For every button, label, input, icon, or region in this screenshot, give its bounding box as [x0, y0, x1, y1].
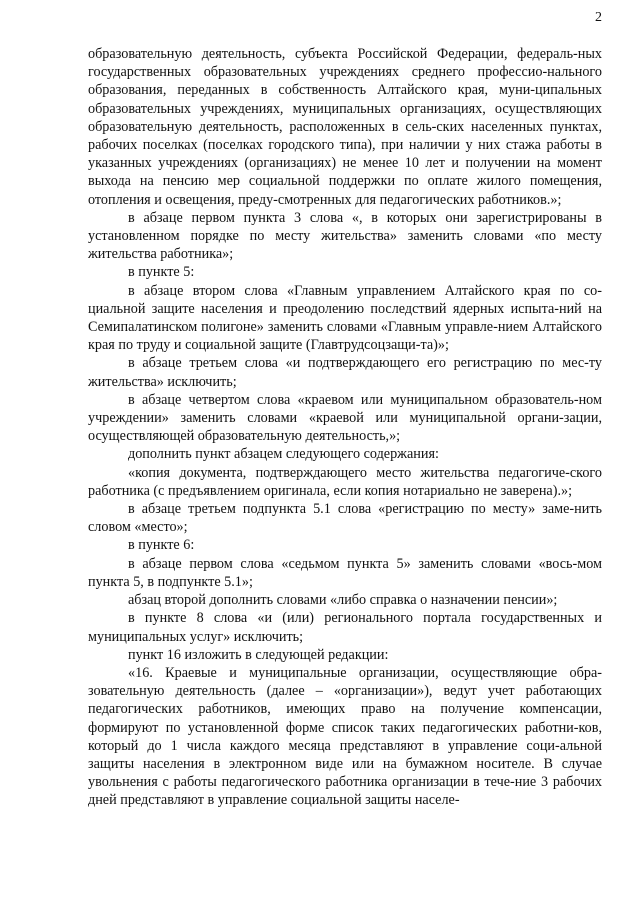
document-body	[88, 45, 602, 810]
page-number: 2	[595, 10, 602, 25]
paragraph-item-3-amendment: в абзаце первом пункта 3 слова «, в которых они зарегистрированы в установленном порядке по месту жительства» заменить словами «по месту жительства работника»;	[88, 209, 602, 263]
paragraph-item-8: в пункте 8 слова «и (или) регионального портала государственных и муниципальных услуг» исключить;	[88, 610, 602, 645]
paragraph-item-16-text: «16. Краевые и муниципальные организации, осуществляющие обра-зовательную деятельность (далее – «организации»), ведут учет работающих педагогических работников, имеющих право на получение компенсации, формируют по установленной форме список таких педагогических работни-ков, который до 1 числа каждого месяца представляют в управление соци-альной защиты населения в электронном виде или на бумажном носителе. В случае увольнения с работы педагогического работника организации в тече-ние 3 рабочих дней представляют в управление социальной защиты населе-	[88, 664, 602, 809]
paragraph-item-6-heading: в пункте 6:	[128, 537, 195, 554]
paragraph-item-6-second: абзац второй дополнить словами «либо справка о назначении пенсии»;	[128, 592, 558, 609]
paragraph-subitem-5-1: в абзаце третьем подпункта 5.1 слова «регистрацию по месту» заме-нить словом «место»;	[88, 501, 602, 536]
paragraph-item-5-heading: в пункте 5:	[128, 264, 195, 281]
paragraph-continuation: образовательную деятельность, субъекта Российской Федерации, федераль-ных государственных образовательных учреждениях среднего профессио-нального образования, переданных в собственность Алтайского края, муни-ципальных образовательных учреждениях, муниципальных организациях, осуществляющих образовательную деятельность, расположенных в сель-ских населенных пунктах, рабочих поселках (поселках городского типа), при наличии у них стажа работы в указанных учреждениях (организациях) не менее 10 лет и получении на момент выхода на пенсию мер социальной поддержки по оплате жилого помещения, отопления и освещения, преду-смотренных для педагогических работников.»;	[88, 46, 602, 208]
paragraph-item-5-third: в абзаце третьем слова «и подтверждающего его регистрацию по мес-ту жительства» исключить;	[88, 355, 602, 390]
paragraph-item-16-heading: пункт 16 изложить в следующей редакции:	[128, 646, 389, 663]
paragraph-add-abzats: дополнить пункт абзацем следующего содержания:	[128, 446, 439, 463]
paragraph-item-5-second: в абзаце втором слова «Главным управлением Алтайского края по со-циальной защите населения и преодолению последствий ядерных испыта-ний на Семипалатинском полигоне» заменить словами «Главным управле-нием Алтайского края по труду и социальной защите (Главтрудсоцзащи-та)»;	[88, 282, 602, 354]
paragraph-document-copy: «копия документа, подтверждающего место жительства педагогиче-ского работника (с предъявлением оригинала, если копия нотариально не заверена).»;	[88, 464, 602, 499]
paragraph-item-6-first: в абзаце первом слова «седьмом пункта 5» заменить словами «вось-мом пункта 5, в подпункте 5.1»;	[88, 555, 602, 590]
paragraph-item-5-fourth: в абзаце четвертом слова «краевом или муниципальном образователь-ном учреждении» заменить словами «краевой или муниципальной органи-зации, осуществляющей образовательную деятельность,»;	[88, 391, 602, 445]
